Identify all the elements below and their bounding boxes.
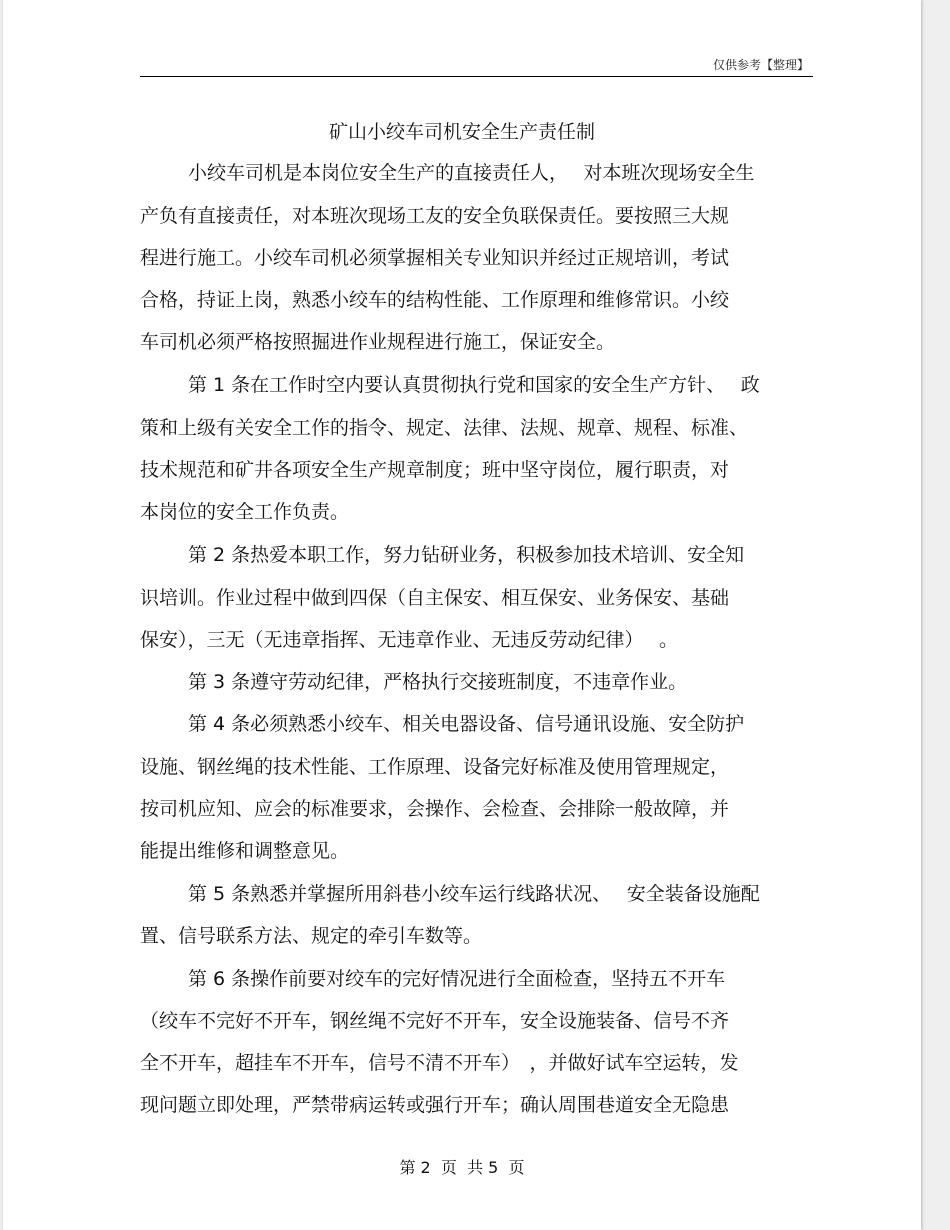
body-line: 第 1 条在工作时空内要认真贯彻执行党和国家的安全生产方针、 政 (188, 374, 760, 396)
body-line: 置、信号联系方法、规定的牵引车数等。 (140, 925, 483, 947)
body-line: 小绞车司机是本岗位安全生产的直接责任人， 对本班次现场安全生 (188, 162, 755, 184)
body-line: 第 4 条必须熟悉小绞车、相关电器设备、信号通讯设施、安全防护 (188, 713, 745, 735)
body-line: 设施、钢丝绳的技术性能、工作原理、设备完好标准及使用管理规定， (140, 756, 730, 778)
body-line: （绞车不完好不开车，钢丝绳不完好不开车，安全设施装备、信号不齐 (140, 1010, 730, 1032)
body-line: 策和上级有关安全工作的指令、规定、法律、法规、规章、规程、标准、 (140, 417, 749, 439)
body-line: 第 5 条熟悉并掌握所用斜巷小绞车运行线路状况、 安全装备设施配 (188, 883, 760, 905)
body-line: 车司机必须严格按照掘进作业规程进行施工，保证安全。 (140, 331, 616, 353)
body-line: 第 3 条遵守劳动纪律，严格执行交接班制度，不违章作业。 (188, 671, 688, 693)
body-line: 产负有直接责任，对本班次现场工友的安全负联保责任。要按照三大规 (140, 205, 730, 227)
body-line: 合格，持证上岗，熟悉小绞车的结构性能、工作原理和维修常识。小绞 (140, 289, 730, 311)
body-line: 按司机应知、应会的标准要求，会操作、会检查、会排除一般故障，并 (140, 798, 730, 820)
body-line: 识培训。作业过程中做到四保（自主保安、相互保安、业务保安、基础 (140, 587, 730, 609)
body-line: 现问题立即处理，严禁带病运转或强行开车；确认周围巷道安全无隐患 (140, 1094, 730, 1116)
body-line: 程进行施工。小绞车司机必须掌握相关专业知识并经过正规培训，考试 (140, 247, 730, 269)
header-rule (140, 76, 813, 77)
body-line: 第 6 条操作前要对绞车的完好情况进行全面检查，坚持五不开车 (188, 968, 726, 990)
body-line: 第 2 条热爱本职工作，努力钻研业务，积极参加技术培训、安全知 (188, 544, 745, 566)
document-title: 矿山小绞车司机安全生产责任制 (328, 121, 595, 143)
page-number: 第 2 页 共 5 页 (399, 1158, 525, 1177)
body-line: 全不开车，超挂车不开车，信号不清不开车） ，并做好试车空运转，发 (140, 1052, 739, 1074)
body-line: 保安），三无（无违章指挥、无违章作业、无违反劳动纪律） 。 (140, 629, 679, 651)
body-line: 本岗位的安全工作负责。 (140, 501, 350, 523)
body-line: 能提出维修和调整意见。 (140, 840, 350, 862)
header-label: 仅供参考【整理】 (712, 58, 809, 72)
body-line: 技术规范和矿井各项安全生产规章制度；班中坚守岗位，履行职责，对 (140, 459, 730, 481)
document-page (3, 0, 921, 1230)
